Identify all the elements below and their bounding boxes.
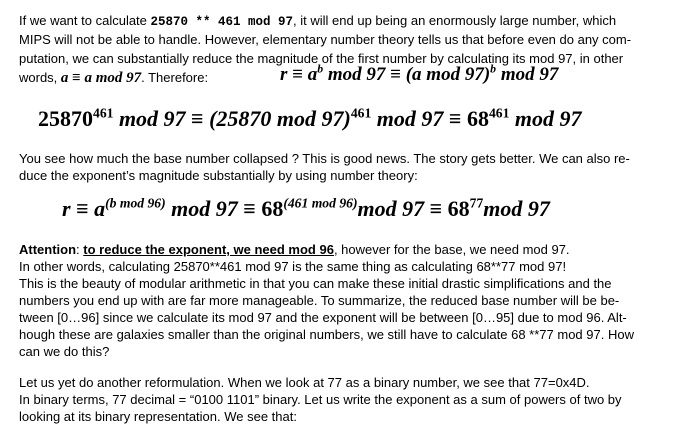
inline-math: a ≡ a mod 97 (60, 70, 142, 86)
attention-label: Attention (19, 242, 77, 257)
paragraph-3-line-5: tween [0…96] since we calculate its mod 97 and the exponent will be between [0…95] due to mod 96. Alt- (19, 310, 627, 325)
equation-2 (38, 106, 582, 132)
math-text: mod 97 (509, 106, 582, 131)
math-text: mod 97 ≡ (113, 106, 210, 131)
text: words, (19, 70, 61, 85)
math-exponent: 461 (93, 105, 114, 121)
math-number: 68 (447, 196, 470, 221)
paragraph-4-line-2: In binary terms, 77 decimal = “0100 1101” binary. Let us write the exponent as a sum of powers of two by (19, 392, 622, 407)
paragraph-3-line-6: hough these are galaxies smaller than the original numbers, we still have to calculate 68 **77 mod 97. How (19, 327, 634, 342)
math-op: ≡ (70, 196, 95, 221)
math-text: mod 97 (483, 196, 550, 221)
math-op: ≡ (287, 64, 308, 85)
text: If we want to calculate (19, 13, 151, 28)
text: : (76, 242, 84, 257)
text: , it will end up being an enormously large number, which (293, 13, 617, 28)
paragraph-3-line-2: In other words, calculating 25870**461 mod 97 is the same thing as calculating 68**77 mod 97! (19, 259, 567, 274)
math-text: (25870 mod 97) (209, 106, 351, 131)
text: , however for the base, we need mod 97. (333, 242, 570, 257)
paragraph-3-line-1 (19, 241, 687, 258)
math-text: mod 97 ≡ (357, 196, 448, 221)
paragraph-3-line-3: This is the beauty of modular arithmetic in that you can make these initial drastic simplifications and the (19, 276, 612, 291)
math-exponent: 461 (350, 105, 372, 121)
paragraph-3-line-7: can we do this? (19, 344, 110, 359)
paragraph-2-line-2: duce the exponent’s magnitude substantially by using number theory: (19, 168, 418, 183)
math-number: 68 (466, 106, 489, 131)
paragraph-1-line-3: putation, we can substantially reduce the magnitude of the first number by calculating its mod 97, in other (19, 51, 624, 66)
equation-1 (280, 64, 558, 86)
math-var: r (280, 64, 288, 85)
paragraph-3-line-4: numbers you end up with are far more manageable. To summarize, the reduced base number will be be- (19, 293, 620, 308)
math-var: a (307, 64, 318, 85)
math-var: a (94, 196, 106, 221)
math-number: 25870 (38, 106, 93, 131)
underlined-text: to reduce the exponent, we need mod 96 (83, 242, 334, 257)
paragraph-1-line-2: MIPS will not be able to handle. However, elementary number theory tells us that before even do any com- (19, 32, 632, 47)
equation-3 (62, 196, 550, 222)
math-text: mod 97 ≡ (371, 106, 467, 131)
math-text: (a mod 97) (405, 64, 491, 85)
text: . Therefore: (141, 70, 209, 85)
math-exponent: 77 (469, 195, 484, 211)
math-exponent: 461 (488, 105, 510, 121)
math-text: mod 97 (496, 64, 559, 85)
paragraph-2-line-1: You see how much the base number collapsed ? This is good news. The story gets better. We can also re- (19, 151, 630, 166)
inline-code: 25870 ** 461 mod 97 (150, 15, 294, 29)
paragraph-4-line-1: Let us yet do another reformulation. When we look at 77 as a binary number, we see that 77=0x4D. (19, 375, 590, 390)
math-exponent: (b mod 96) (105, 195, 166, 211)
math-number: 68 (261, 196, 284, 221)
math-var: r (62, 196, 71, 221)
math-text: mod 97 ≡ (165, 196, 262, 221)
paragraph-4-line-3: looking at its binary representation. We see that: (19, 409, 297, 424)
paragraph-1-line-1 (19, 12, 687, 31)
math-text: mod 97 ≡ (323, 64, 406, 85)
math-exponent: (461 mod 96) (283, 195, 358, 211)
math-exponent: b (317, 62, 324, 76)
math-exponent: b (490, 62, 497, 76)
